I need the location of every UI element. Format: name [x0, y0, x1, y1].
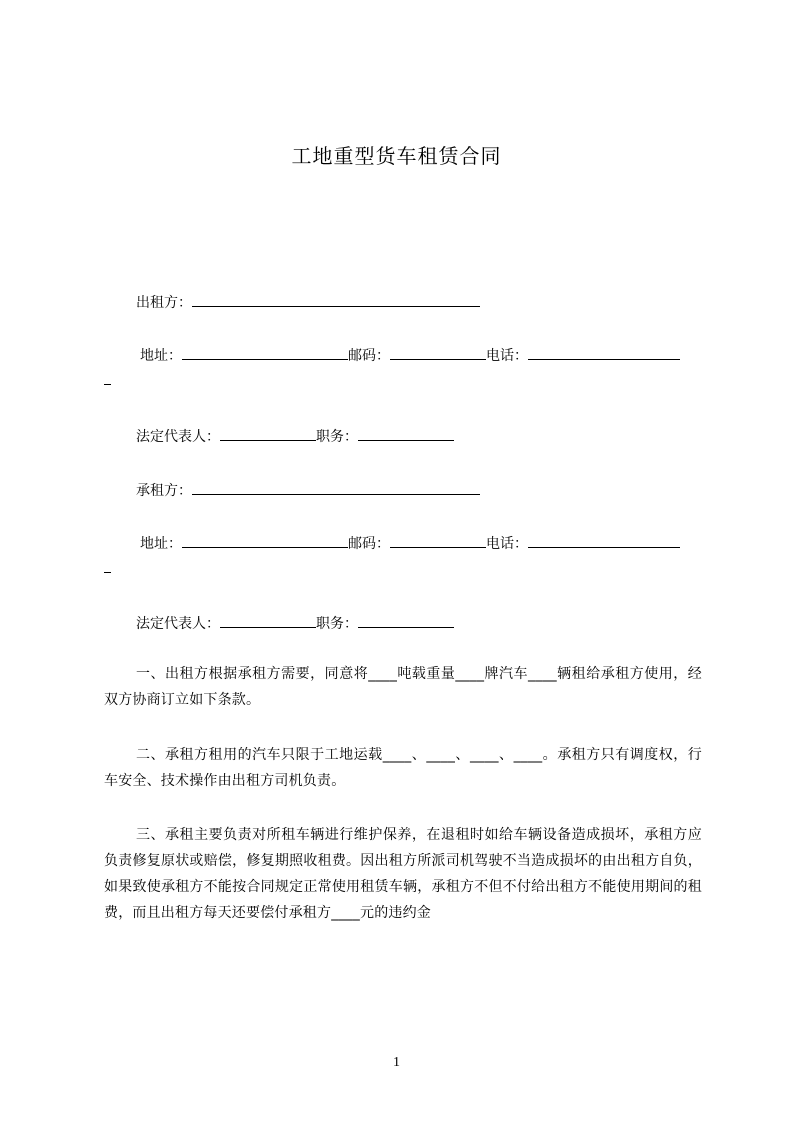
lessor-phone-blank-tail [104, 372, 111, 385]
lessee-address-line [140, 533, 740, 554]
lessee-phone-blank-tail [104, 560, 111, 573]
lessee-postcode-label: 邮码： [348, 536, 390, 552]
lessor-phone-label: 电话： [486, 348, 528, 364]
page-number: 1 [393, 1055, 400, 1070]
lessee-rep-line [136, 613, 736, 634]
document-title: 工地重型货车租赁合同 [291, 144, 502, 168]
lessee-name-blank[interactable] [192, 480, 480, 495]
clause-3: 三、承租主要负责对所租车辆进行维护保养，在退租时如给车辆设备造成损坏，承租方应负责修复原状或赔偿，修复期照收租费。因出租方所派司机驾驶不当造成损坏的由出租方自负，如果致使承租方不能按合同规定正常使用租赁车辆，承租方不但不付给出租方不能使用期间的租费，而且出租方每天还要偿付承租方____元的违约金 [104, 827, 702, 921]
lessee-phone-blank[interactable] [528, 533, 680, 548]
lessee-position-blank[interactable] [358, 613, 454, 628]
lessee-address-label: 地址： [140, 536, 182, 552]
lessor-phone-blank[interactable] [528, 345, 680, 360]
clause-2: 二、承租方租用的汽车只限于工地运载____、____、____、____。承租方只有调度权，行车安全、技术操作由出租方司机负责。 [104, 747, 702, 789]
lessee-name-label: 承租方： [136, 483, 192, 499]
lessor-position-blank[interactable] [358, 426, 454, 441]
lessor-address-line [140, 345, 740, 366]
lessee-rep-blank[interactable] [220, 613, 316, 628]
lessor-rep-label: 法定代表人： [136, 429, 220, 445]
lessor-address-blank[interactable] [182, 345, 348, 360]
lessor-position-label: 职务： [316, 429, 358, 445]
lessor-postcode-label: 邮码： [348, 348, 390, 364]
lessor-name-label: 出租方： [136, 295, 192, 311]
lessee-address-blank[interactable] [182, 533, 348, 548]
lessor-postcode-blank[interactable] [390, 345, 486, 360]
lessor-address-label: 地址： [140, 348, 182, 364]
lessee-phone-label: 电话： [486, 536, 528, 552]
lessee-postcode-blank[interactable] [390, 533, 486, 548]
clause-1: 一、出租方根据承租方需要，同意将____吨载重量____牌汽车____辆租给承租方使用，经双方协商订立如下条款。 [104, 666, 702, 708]
lessor-name-line [136, 292, 736, 313]
lessee-phone-wrap [104, 560, 111, 576]
lessee-rep-label: 法定代表人： [136, 616, 220, 632]
lessor-rep-line [136, 426, 736, 447]
lessee-position-label: 职务： [316, 616, 358, 632]
lessor-rep-blank[interactable] [220, 426, 316, 441]
lessor-name-blank[interactable] [192, 292, 480, 307]
lessor-phone-wrap [104, 372, 111, 388]
lessee-name-line [136, 480, 736, 501]
